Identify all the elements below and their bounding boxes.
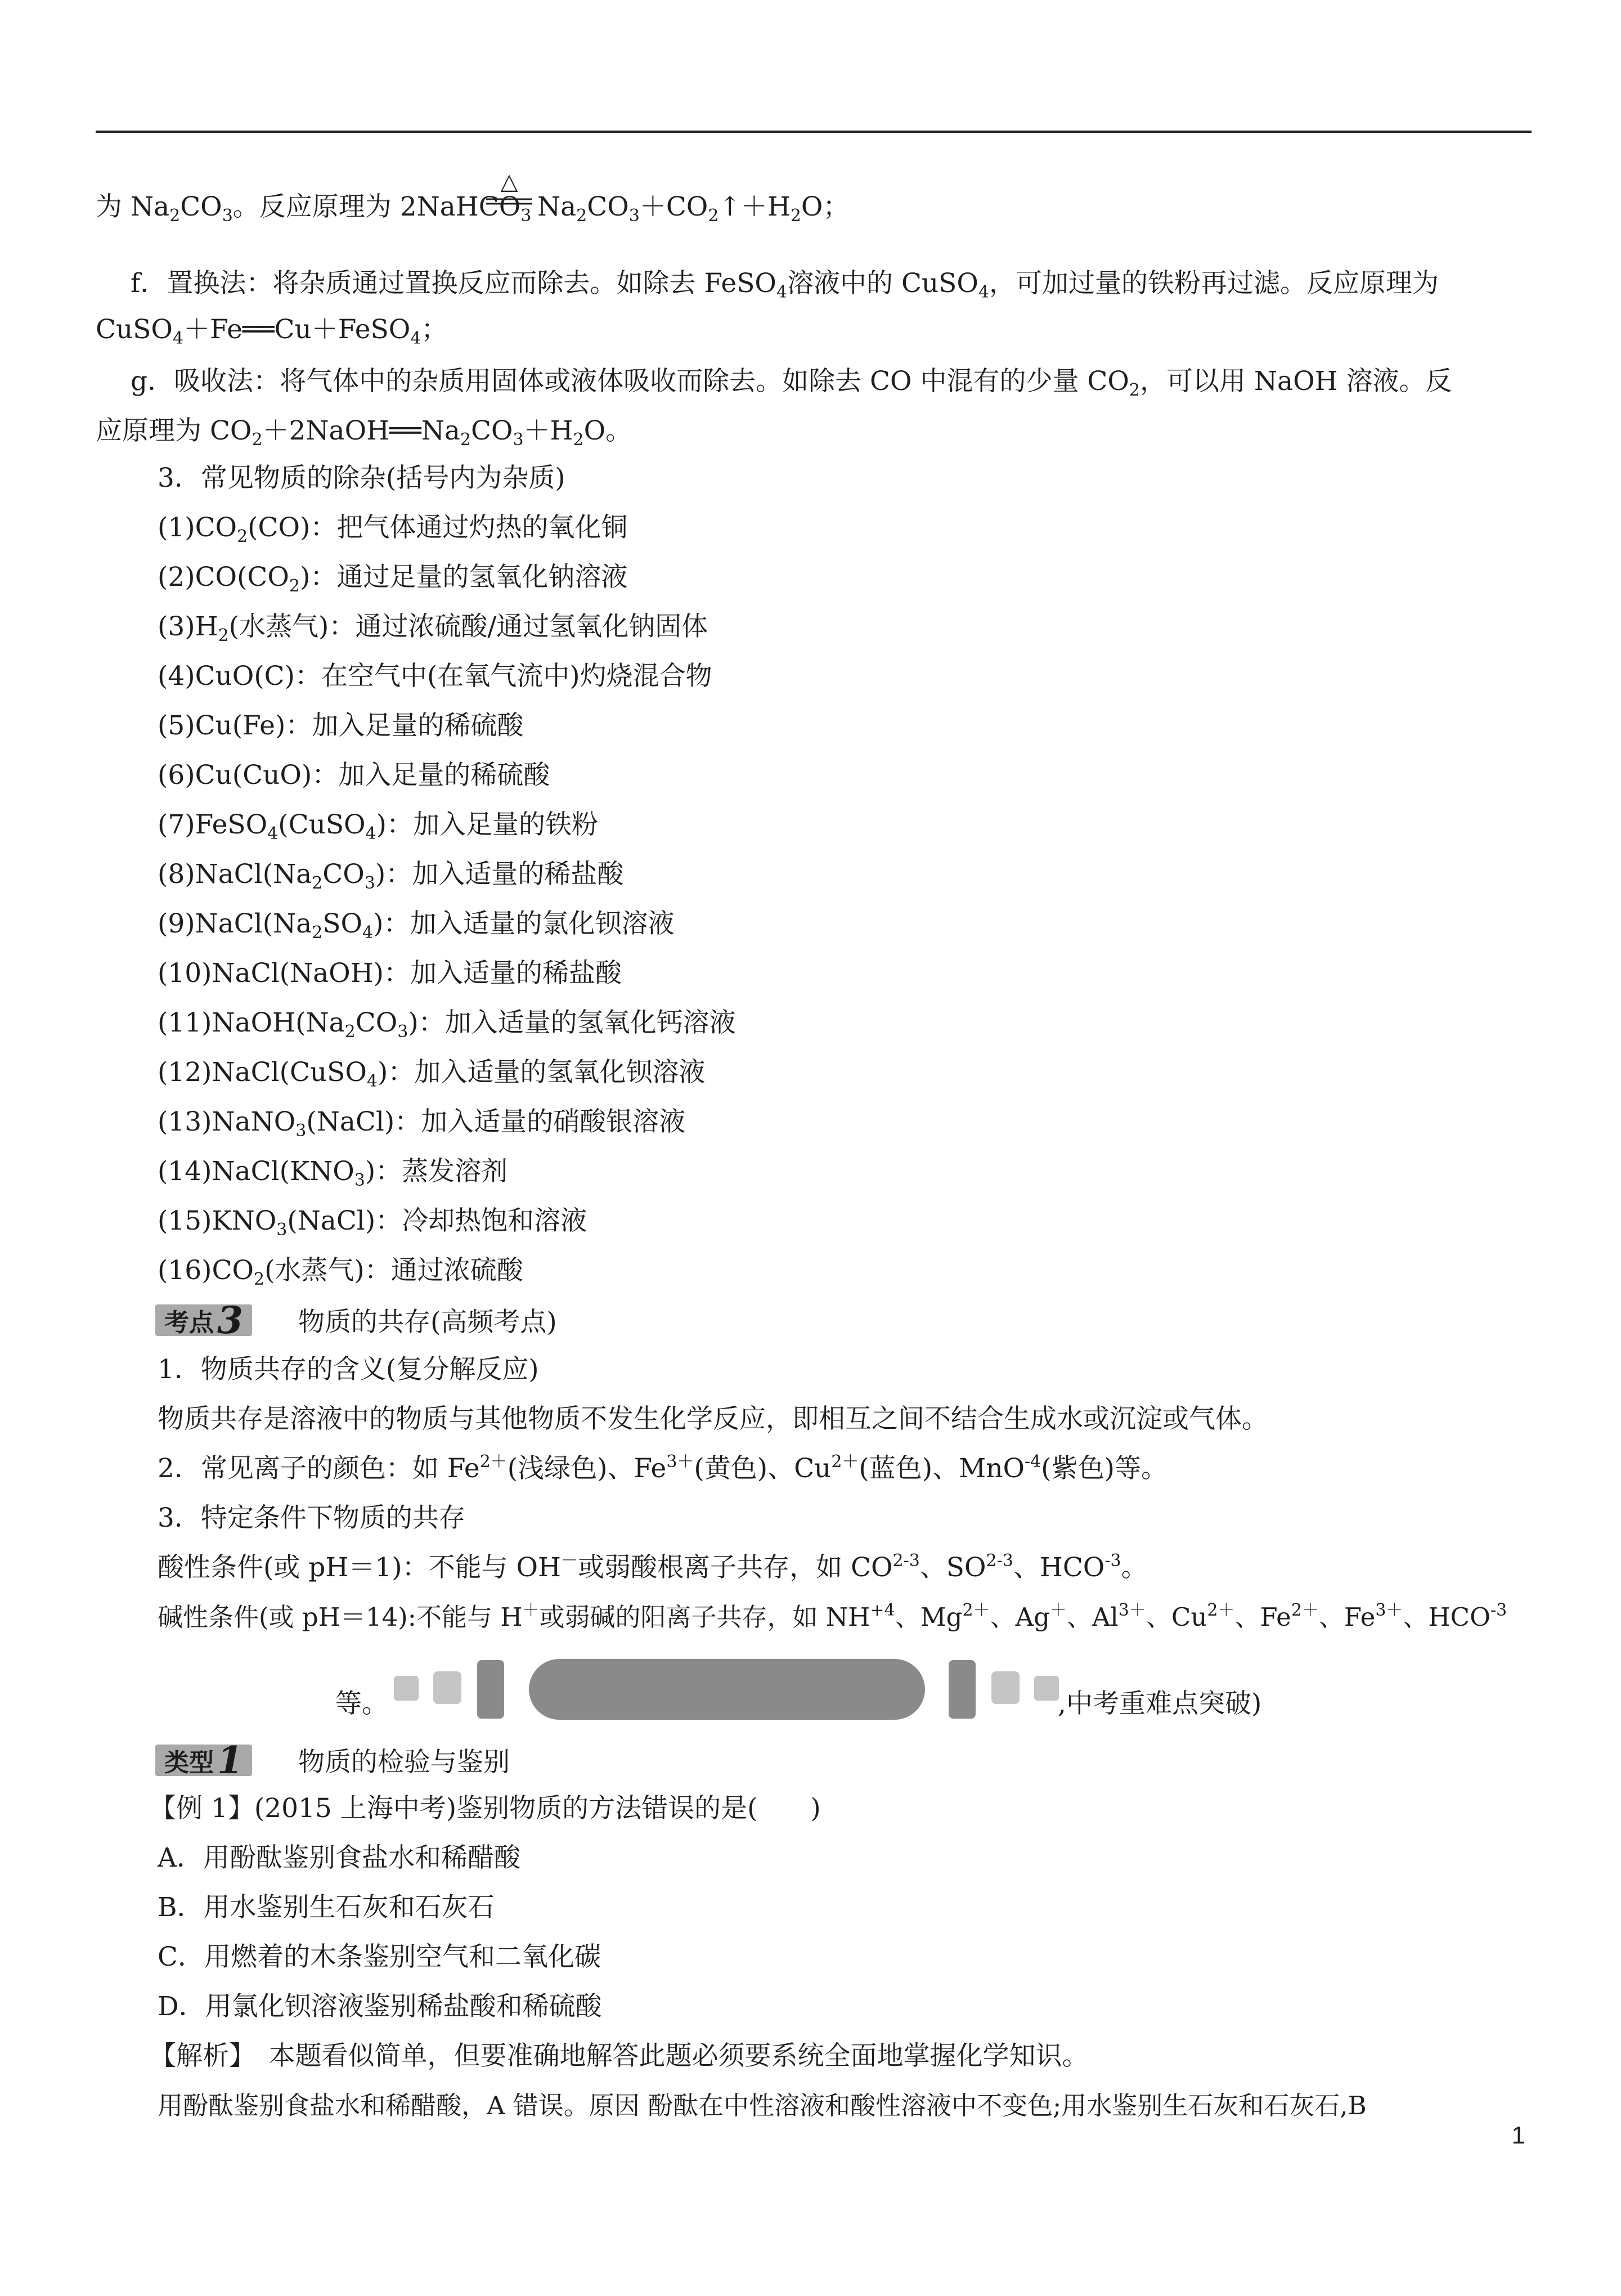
list-item: $(9)NaCl(Na_2SO_4)$：加入适量的氯化钡溶液 <box>158 908 675 943</box>
text-line: 1．物质共存的含义(复分解反应) <box>158 1354 539 1385</box>
banner-decoration <box>433 1671 461 1704</box>
option-d: D．用氯化钡溶液鉴别稀盐酸和稀硫酸 <box>158 1991 602 2022</box>
text-line: 酸性条件(或 pH＝1)：不能与 OH－或弱酸根离子共存，如 CO$^{2-3}$、SO$^{2-3}$、$HCO^{-3}$。 <box>158 1551 1148 1583</box>
page-number: 1 <box>1511 2122 1525 2149</box>
text-line: $Na_2CO_3+CO_2↑+H_2O$； <box>537 191 850 226</box>
list-item: (10)NaCl(NaOH)：加入适量的稀盐酸 <box>158 958 622 989</box>
analysis-text: 用酚酞鉴别食盐水和稀醋酸，A 错误。原因 酚酞在中性溶液和酸性溶液中不变色;用水鉴别生石灰和石灰石,B <box>158 2091 1367 2120</box>
badge-label: 考点 <box>164 1308 214 1337</box>
list-item: (12)NaCl(CuSO$_4$)：加入适量的氢氧化钡溶液 <box>158 1057 706 1091</box>
banner-decoration <box>949 1660 976 1719</box>
badge-number: 3 <box>217 1298 243 1342</box>
example-question: 【例 1】(2015 上海中考)鉴别物质的方法错误的是( ) <box>150 1793 821 1824</box>
badge-label: 类型 <box>164 1748 214 1777</box>
text-line: 碱性条件(或 pH＝14):不能与 H＋或弱碱的阳离子共存，如 $NH^{+4}$、$Mg^{2+}$、Ag＋、$Al^{3+}$、$Cu^{2+}$、$Fe^{2+}$、$Fe^{3+}$、$HCO^{-3}$ <box>158 1600 1507 1632</box>
list-item: $(16)CO_2$(水蒸气)：通过浓硫酸 <box>158 1255 523 1289</box>
analysis-heading: 【解析】 本题看似简单，但要准确地解答此题必须要系统全面地掌握化学知识。 <box>150 2041 1089 2071</box>
banner-decoration <box>477 1660 504 1719</box>
section-heading: 3．常见物质的除杂(括号内为杂质) <box>158 463 565 494</box>
section-title: 物质的检验与鉴别 <box>298 1747 510 1778</box>
text-line: CuSO$_4$＋Fe══Cu＋FeSO$_4$； <box>96 314 448 348</box>
list-item: (13)NaNO$_3$(NaCl)：加入适量的硝酸银溶液 <box>158 1106 686 1141</box>
text-line: 为 $Na_2CO_3$。反应原理为 2NaHCO$_3$ <box>96 191 532 226</box>
list-item: (6)Cu(CuO)：加入足量的稀硫酸 <box>158 760 550 791</box>
list-item: (4)CuO(C)：在空气中(在氧气流中)灼烧混合物 <box>158 661 712 692</box>
banner-decoration <box>394 1676 419 1701</box>
option-c: C．用燃着的木条鉴别空气和二氧化碳 <box>158 1941 601 1972</box>
banner-decoration <box>1034 1676 1059 1701</box>
leixing-badge <box>155 1738 252 1782</box>
list-item: $(1)CO_2(CO)$：把气体通过灼热的氧化铜 <box>158 512 628 546</box>
text-line: g．吸收法：将气体中的杂质用固体或液体吸收而除去。如除去 CO 中混有的少量 $CO_2$，可以用 NaOH 溶液。反 <box>131 366 1452 400</box>
list-item: (5)Cu(Fe)：加入足量的稀硫酸 <box>158 710 524 741</box>
text-line: 物质共存是溶液中的物质与其他物质不发生化学反应，即相互之间不结合生成水或沉淀或气体。 <box>158 1403 1268 1434</box>
option-b: B．用水鉴别生石灰和石灰石 <box>158 1892 495 1923</box>
list-item: $(15)KNO_3(NaCl)$：冷却热饱和溶液 <box>158 1205 587 1240</box>
text-line: ,中考重难点突破) <box>1058 1688 1262 1719</box>
list-item: $(3)H_2$(水蒸气)：通过浓硫酸/通过氢氧化钠固体 <box>158 611 708 645</box>
list-item: $(14)NaCl(KNO_3)$：蒸发溶剂 <box>158 1156 508 1190</box>
text-line: f．置换法：将杂质通过置换反应而除去。如除去 FeSO$_4$溶液中的 CuSO$_4$，可加过量的铁粉再过滤。反应原理为 <box>131 268 1439 302</box>
banner-decoration <box>991 1671 1020 1704</box>
text-line: 3．特定条件下物质的共存 <box>158 1503 465 1533</box>
header-rule <box>96 131 1532 133</box>
section-title: 物质的共存(高频考点) <box>298 1307 557 1338</box>
banner-bar <box>529 1659 925 1720</box>
text-line: 应原理为 $CO_2+2NaOH══Na_2CO_3+H_2O$。 <box>96 415 632 450</box>
text-line: 等。 <box>335 1688 388 1719</box>
heat-equation-sign <box>484 167 535 217</box>
list-item: (7)FeSO$_4$(CuSO$_4$)：加入足量的铁粉 <box>158 809 599 844</box>
kaodian-badge <box>155 1298 252 1342</box>
list-item: $(8)NaCl(Na_2CO_3)$：加入适量的稀盐酸 <box>158 859 624 893</box>
list-item: $(2)CO(CO_2)$：通过足量的氢氧化钠溶液 <box>158 562 628 596</box>
text-line: 2．常见离子的颜色：如 $Fe^{2+}$(浅绿色)、$Fe^{3+}$(黄色)、$Cu^{2+}$(蓝色)、MnO$^{-4}$(紫色)等。 <box>158 1452 1168 1484</box>
list-item: $(11)NaOH(Na_2CO_3)$：加入适量的氢氧化钙溶液 <box>158 1007 736 1042</box>
option-a: A．用酚酞鉴别食盐水和稀醋酸 <box>158 1842 520 1873</box>
heat-symbol: △ <box>500 169 518 195</box>
badge-number: 1 <box>217 1738 243 1782</box>
